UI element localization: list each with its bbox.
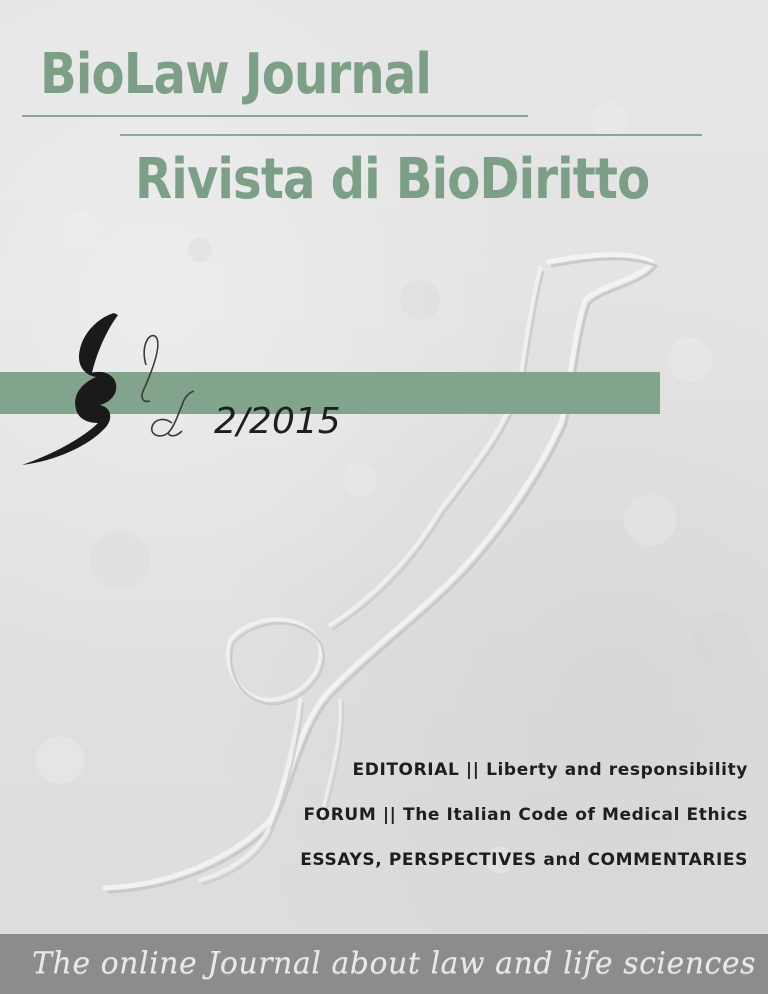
- journal-tagline: The online Journal about law and life sciences: [31, 946, 756, 981]
- table-of-contents: [300, 760, 748, 895]
- toc-item-forum: FORUM || The Italian Code of Medical Ethics: [303, 805, 748, 825]
- title-divider-bottom: [120, 134, 702, 136]
- bld-logo-icon: [18, 305, 218, 475]
- journal-title-italian: Rivista di BioDiritto: [135, 147, 650, 212]
- title-divider-top: [22, 115, 528, 117]
- toc-item-essays: ESSAYS, PERSPECTIVES and COMMENTARIES: [300, 850, 748, 870]
- toc-item-editorial: EDITORIAL || Liberty and responsibility: [352, 760, 748, 780]
- issue-number: 2/2015: [214, 401, 341, 442]
- journal-title-english: BioLaw Journal: [40, 42, 432, 107]
